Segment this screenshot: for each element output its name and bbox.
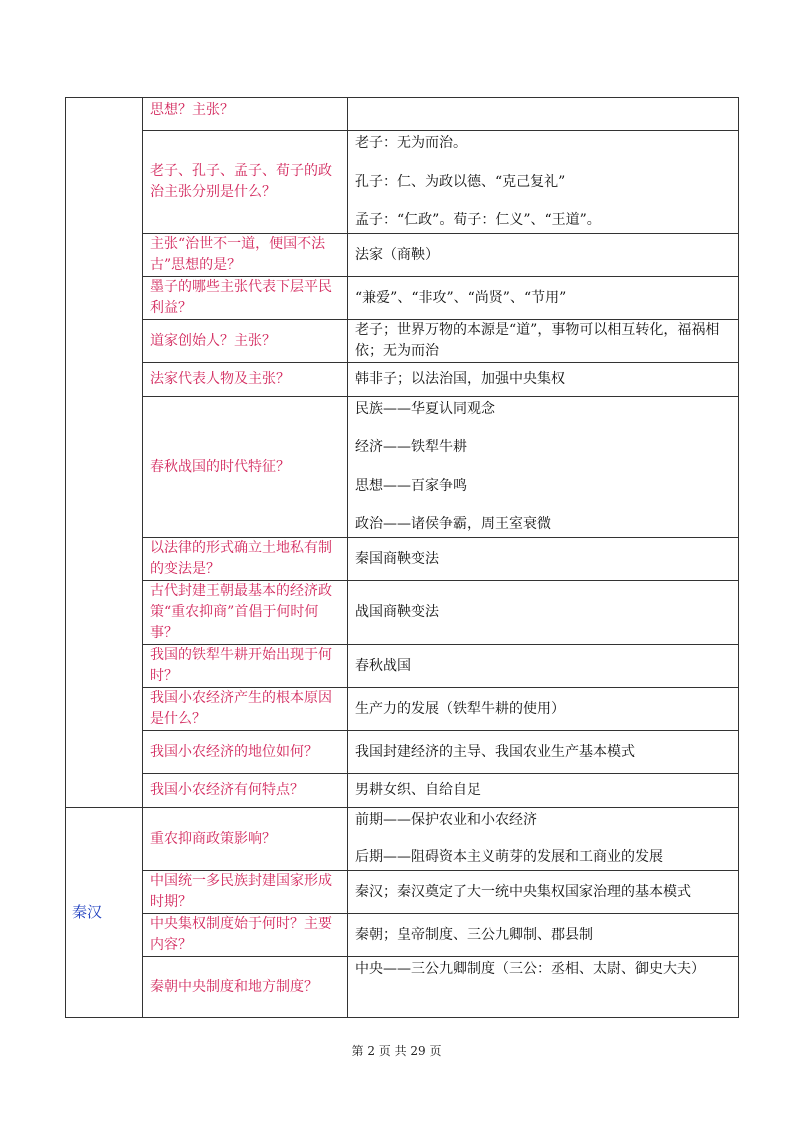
- answer-cell: 春秋战国: [348, 645, 739, 688]
- qa-table: [65, 97, 739, 1018]
- question-cell: 春秋战国的时代特征？: [143, 397, 348, 538]
- table-row: [66, 98, 739, 131]
- answer-cell: 中央——三公九卿制度（三公：丞相、太尉、御史大夫）: [348, 957, 739, 1018]
- table-row: [66, 914, 739, 957]
- table-row: [66, 277, 739, 320]
- question-cell: 道家创始人？主张？: [143, 320, 348, 363]
- table-row: [66, 808, 739, 871]
- period-cell: [66, 98, 143, 808]
- table-row: [66, 774, 739, 808]
- question-cell: 我国小农经济产生的根本原因是什么？: [143, 688, 348, 731]
- answer-line: 经济——铁犁牛耕: [355, 439, 467, 456]
- answer-line: 孟子：“仁政”。荀子：仁义”、“王道”。: [355, 212, 601, 228]
- answer-cell: 法家（商鞅）: [348, 234, 739, 277]
- question-cell: 我国小农经济的地位如何？: [143, 731, 348, 774]
- table-row: [66, 320, 739, 363]
- table-row: [66, 871, 739, 914]
- answer-cell: 男耕女织、自给自足: [348, 774, 739, 808]
- question-cell: 中国统一多民族封建国家形成时期？: [143, 871, 348, 914]
- question-cell: 我国的铁犁牛耕开始出现于何时？: [143, 645, 348, 688]
- table-row: [66, 957, 739, 1018]
- answer-line: 思想——百家争鸣: [355, 477, 467, 494]
- table-row: [66, 397, 739, 538]
- answer-line: 前期——保护农业和小农经济: [355, 812, 537, 828]
- table-row: [66, 538, 739, 581]
- question-cell: 以法律的形式确立土地私有制的变法是？: [143, 538, 348, 581]
- answer-cell: [348, 397, 739, 538]
- answer-cell: [348, 98, 739, 131]
- question-cell: 墨子的哪些主张代表下层平民利益？: [143, 277, 348, 320]
- table-row: [66, 234, 739, 277]
- answer-line: 政治——诸侯争霸，周王室衰微: [355, 515, 551, 532]
- question-cell: 法家代表人物及主张？: [143, 363, 348, 397]
- answer-line: 孔子：仁、为政以德、“克己复礼”: [355, 173, 566, 190]
- answer-line: 民族——华夏认同观念: [355, 401, 495, 417]
- question-cell: 思想？主张？: [143, 98, 348, 131]
- answer-cell: 战国商鞅变法: [348, 581, 739, 645]
- table-row: [66, 688, 739, 731]
- question-cell: 老子、孔子、孟子、荀子的政治主张分别是什么？: [143, 131, 348, 234]
- question-cell: 古代封建王朝最基本的经济政策“重农抑商”首倡于何时何事？: [143, 581, 348, 645]
- answer-cell: 秦国商鞅变法: [348, 538, 739, 581]
- answer-cell: [348, 808, 739, 871]
- answer-cell: 秦汉；秦汉奠定了大一统中央集权国家治理的基本模式: [348, 871, 739, 914]
- period-cell: 秦汉: [66, 808, 143, 1018]
- answer-cell: 老子；世界万物的本源是“道”，事物可以相互转化，福祸相依；无为而治: [348, 320, 739, 363]
- table-row: [66, 363, 739, 397]
- answer-cell: 韩非子；以法治国，加强中央集权: [348, 363, 739, 397]
- table-row: [66, 131, 739, 234]
- page-footer: 第 2 页 共 29 页: [351, 1044, 442, 1058]
- answer-cell: 秦朝；皇帝制度、三公九卿制、郡县制: [348, 914, 739, 957]
- question-cell: 秦朝中央制度和地方制度？: [143, 957, 348, 1018]
- question-cell: 我国小农经济有何特点？: [143, 774, 348, 808]
- table-row: [66, 731, 739, 774]
- table-row: [66, 581, 739, 645]
- question-cell: 主张“治世不一道，便国不法古”思想的是？: [143, 234, 348, 277]
- answer-line: 老子：无为而治。: [355, 135, 467, 151]
- answer-line: 后期——阻碍资本主义萌芽的发展和工商业的发展: [355, 849, 663, 865]
- answer-cell: [348, 131, 739, 234]
- question-cell: 中央集权制度始于何时？主要内容？: [143, 914, 348, 957]
- answer-cell: “兼爱”、“非攻”、“尚贤”、“节用”: [348, 277, 739, 320]
- table-row: [66, 645, 739, 688]
- answer-cell: 生产力的发展（铁犁牛耕的使用）: [348, 688, 739, 731]
- answer-cell: 我国封建经济的主导、我国农业生产基本模式: [348, 731, 739, 774]
- question-cell: 重农抑商政策影响？: [143, 808, 348, 871]
